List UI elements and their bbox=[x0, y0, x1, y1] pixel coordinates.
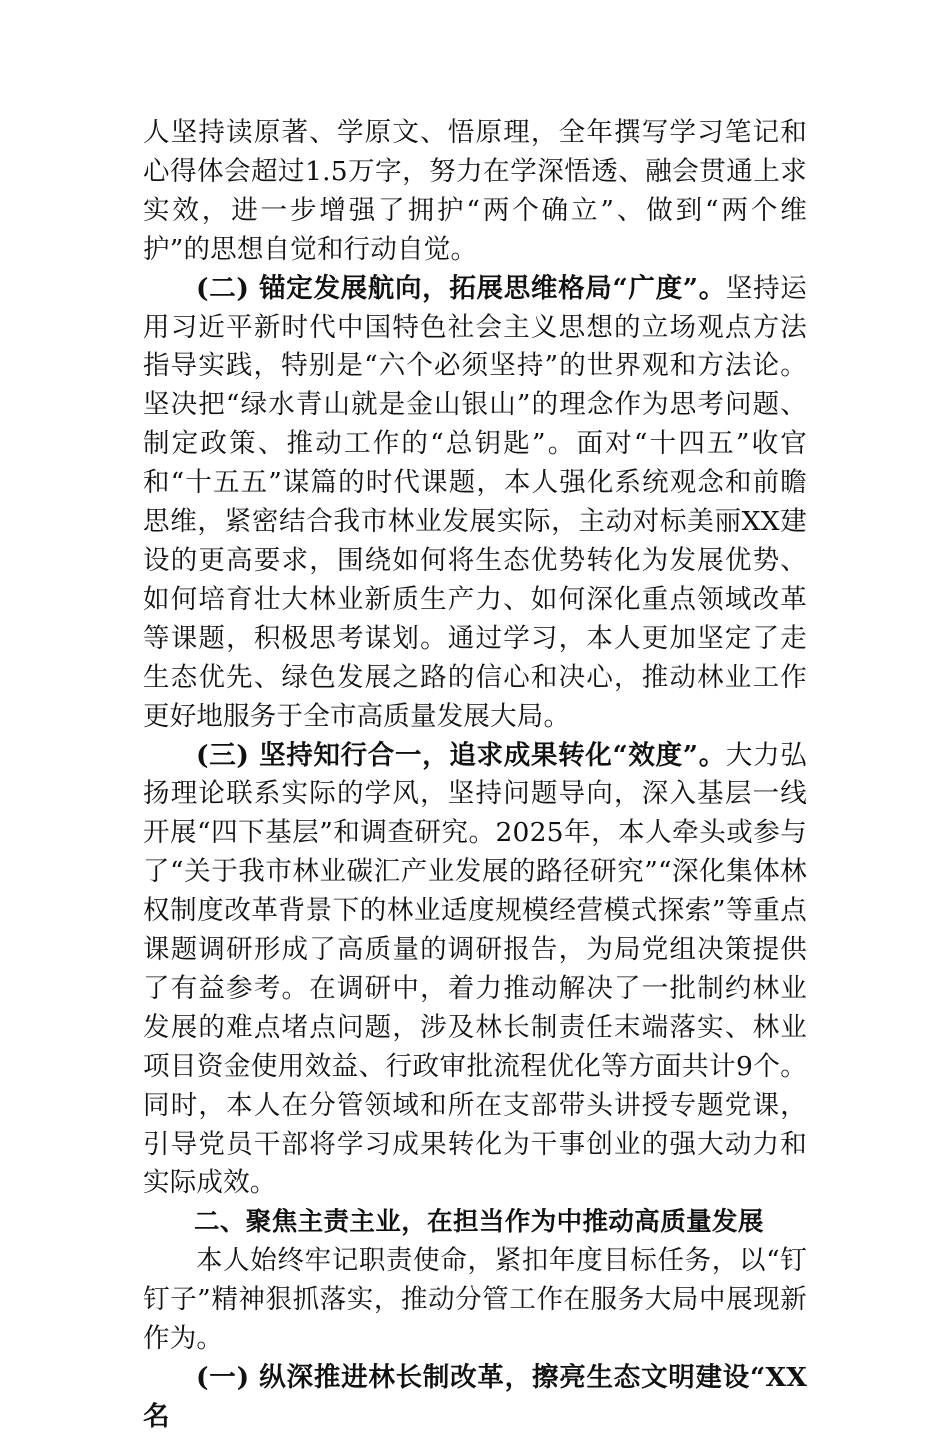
paragraph-results-conversion bbox=[143, 737, 807, 1204]
subheading-forest-chief-reform: (一) 纵深推进林长制改革，擦亮生态文明建设“XX名 bbox=[143, 1362, 807, 1432]
paragraph-thinking-breadth-body: 坚持运用习近平新时代中国特色社会主义思想的立场观点方法指导实践，特别是“六个必须坚持”的世界观和方法论。坚决把“绿水青山就是金山银山”的理念作为思考问题、制定政策、推动工作的“总钥匙”。面对“十四五”收官和“十五五”谋篇的时代课题，本人强化系统观念和前瞻思维，紧密结合我市林业发展实际，主动对标美丽XX建设的更高要求，围绕如何将生态优势转化为发展优势、如何培育壮大林业新质生产力、如何深化重点领域改革等课题，积极思考谋划。通过学习，本人更加坚定了走生态优先、绿色发展之路的信心和决心，推动林业工作更好地服务于全市高质量发展大局。 bbox=[143, 272, 807, 732]
document-page bbox=[143, 114, 807, 1437]
paragraph-section-two-intro: 本人始终牢记职责使命，紧扣年度目标任务，以“钉钉子”精神狠抓落实，推动分管工作在服务大局中展现新作为。 bbox=[143, 1245, 807, 1355]
paragraph-forest-chief-reform bbox=[143, 1359, 807, 1437]
subheading-results-conversion: (三) 坚持知行合一，追求成果转化“效度”。 bbox=[196, 739, 726, 771]
paragraph-thinking-breadth bbox=[143, 270, 807, 737]
paragraph-study-summary: 人坚持读原著、学原文、悟原理，全年撰写学习笔记和心得体会超过1.5万字，努力在学深悟透、融会贯通上求实效，进一步增强了拥护“两个确立”、做到“两个维护”的思想自觉和行动自觉。 bbox=[143, 117, 807, 265]
paragraph-results-conversion-body: 大力弘扬理论联系实际的学风，坚持问题导向，深入基层一线开展“四下基层”和调查研究。2025年，本人牵头或参与了“关于我市林业碳汇产业发展的路径研究”“深化集体林权制度改革背景下的林业适度规模经营模式探索”等重点课题调研形成了高质量的调研报告，为局党组决策提供了有益参考。在调研中，着力推动解决了一批制约林业发展的难点堵点问题，涉及林长制责任末端落实、林业项目资金使用效益、行政审批流程优化等方面共计9个。同时，本人在分管领域和所在支部带头讲授专题党课，引导党员干部将学习成果转化为干事创业的强大动力和实际成效。 bbox=[143, 739, 807, 1199]
subheading-thinking-breadth: (二) 锚定发展航向，拓展思维格局“广度”。 bbox=[196, 272, 726, 304]
section-heading-two: 二、聚焦主责主业，在担当作为中推动高质量发展 bbox=[194, 1207, 764, 1238]
